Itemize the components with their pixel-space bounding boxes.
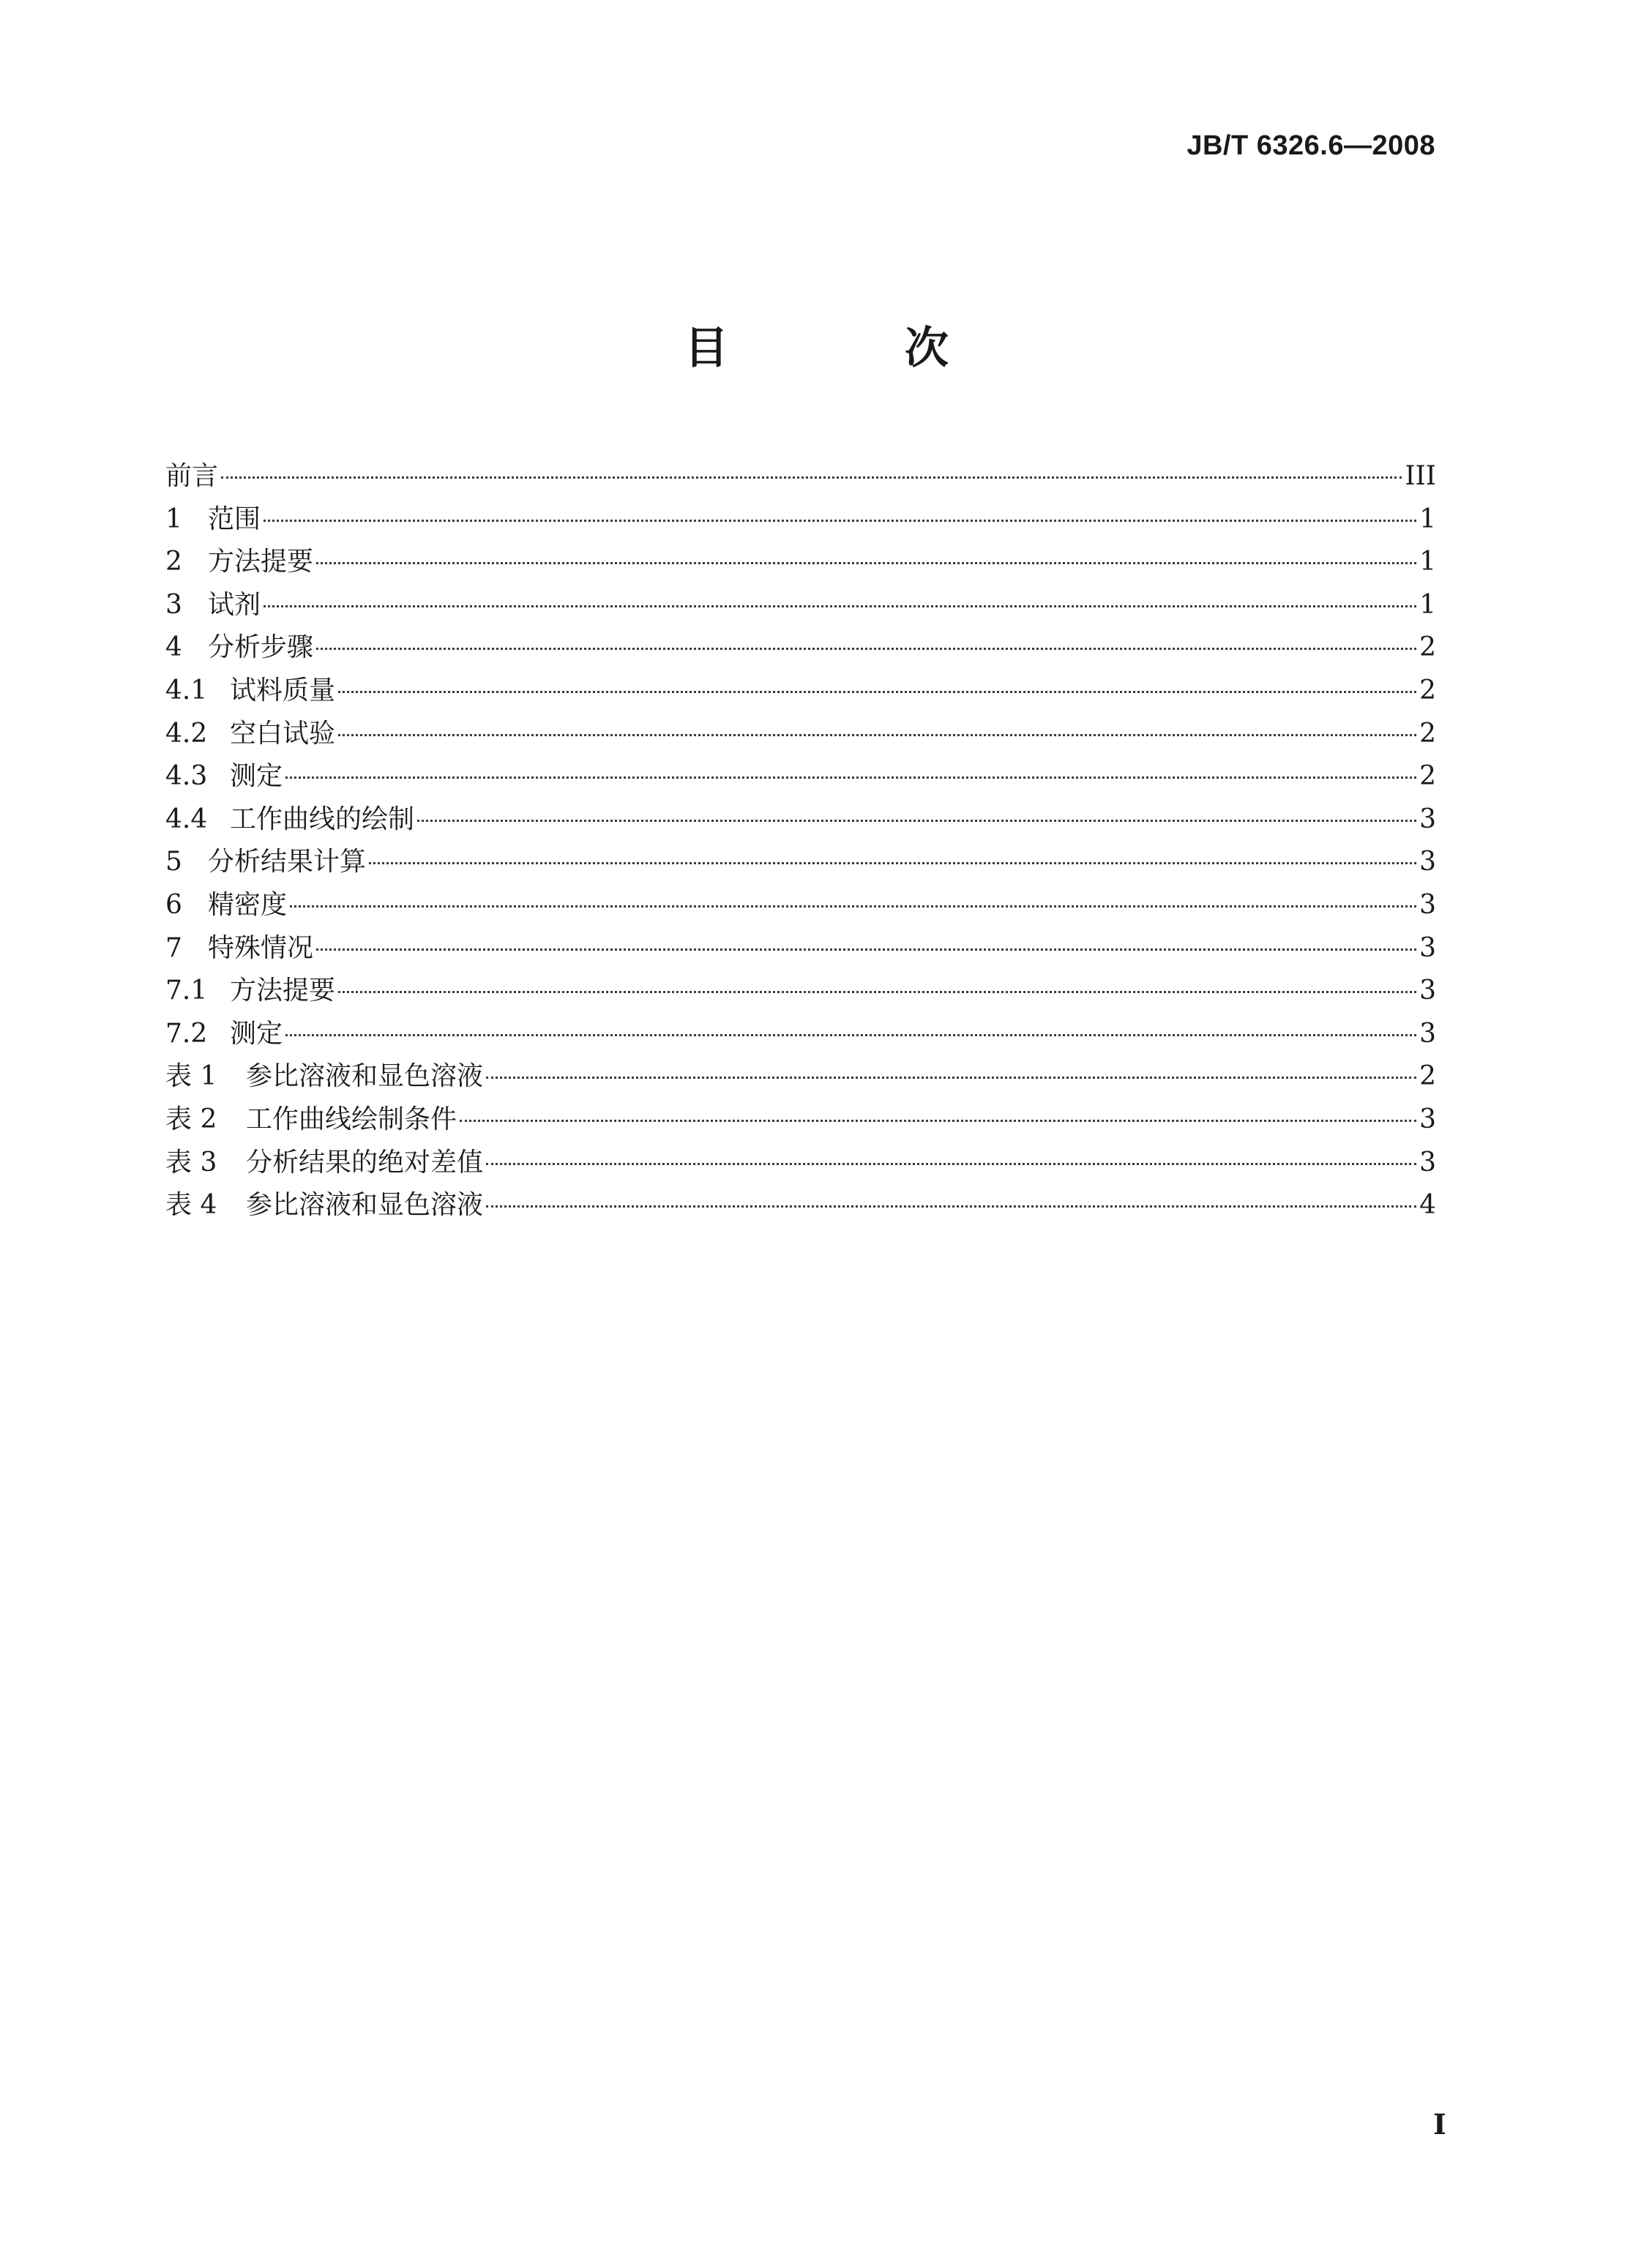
toc-entry-page: 3 [1419, 1147, 1436, 1178]
toc-entry-page: 3 [1419, 889, 1436, 920]
toc-entry-page: 2 [1419, 761, 1436, 792]
toc-entry-number: 4.1 [165, 675, 208, 706]
toc-entry-label: 试剂 [208, 589, 261, 620]
toc-entry-page: 1 [1419, 504, 1436, 534]
toc-entry-number: 4.2 [165, 718, 208, 749]
toc-entry[interactable] [165, 884, 1436, 927]
dot-leader [486, 1163, 1416, 1165]
toc-entry-page: 2 [1419, 718, 1436, 749]
dot-leader [338, 734, 1416, 736]
toc-entry[interactable] [165, 1099, 1436, 1142]
toc-entry[interactable] [165, 498, 1436, 542]
toc-title: 目 次 [684, 323, 1029, 374]
toc-entry[interactable] [165, 841, 1436, 884]
toc-entry-label: 空白试验 [230, 718, 336, 749]
toc-entry-number: 6 [165, 889, 182, 920]
dot-leader [460, 1120, 1416, 1122]
dot-leader [369, 862, 1416, 864]
toc-entry[interactable] [165, 1184, 1436, 1227]
toc-entry-page: 3 [1419, 932, 1436, 963]
toc-entry-number: 5 [165, 847, 182, 877]
dot-leader [486, 1205, 1416, 1208]
toc-entry-number: 3 [165, 589, 182, 620]
toc-entry[interactable] [165, 798, 1436, 842]
toc-entry-label: 精密度 [208, 889, 288, 920]
dot-leader [316, 948, 1416, 951]
dot-leader [316, 648, 1416, 650]
toc-entry[interactable] [165, 927, 1436, 970]
toc-entry[interactable] [165, 1013, 1436, 1056]
toc-entry[interactable] [165, 584, 1436, 627]
dot-leader [264, 520, 1416, 522]
dot-leader [290, 905, 1416, 907]
toc-entry-number: 表 3 [165, 1147, 217, 1178]
toc-entry-page: 2 [1419, 1061, 1436, 1092]
toc-entry[interactable] [165, 1055, 1436, 1099]
toc-entry-label: 分析结果的绝对差值 [246, 1147, 484, 1178]
toc-entry-label: 分析步骤 [208, 632, 314, 663]
toc-entry[interactable] [165, 970, 1436, 1013]
toc-entry-label: 特殊情况 [208, 932, 314, 963]
toc-entry[interactable] [165, 670, 1436, 713]
dot-leader [285, 776, 1416, 779]
toc-entry-page: 1 [1419, 547, 1436, 577]
toc-entry-page: 3 [1419, 1018, 1436, 1049]
toc-entry-number: 表 1 [165, 1061, 217, 1092]
toc-entry-label: 试料质量 [230, 675, 336, 706]
dot-leader [486, 1077, 1416, 1079]
toc-entry-page: 2 [1419, 675, 1436, 706]
toc-entry-label: 测定 [230, 761, 283, 792]
toc-entry-label: 参比溶液和显色溶液 [246, 1061, 484, 1092]
toc-entry-page: 3 [1419, 804, 1436, 834]
dot-leader [338, 991, 1416, 993]
toc-entry-label: 分析结果计算 [208, 847, 367, 877]
toc-entry[interactable] [165, 626, 1436, 670]
toc-entry-label: 范围 [208, 504, 261, 534]
toc-entry-number: 4.3 [165, 761, 208, 792]
dot-leader [221, 476, 1402, 479]
toc-entry-page: 3 [1419, 1104, 1436, 1134]
toc-entry-label: 方法提要 [208, 547, 314, 577]
dot-leader [264, 605, 1416, 607]
toc-entry[interactable] [165, 1142, 1436, 1185]
toc-entry-number: 4 [165, 632, 182, 663]
toc-entry[interactable] [165, 713, 1436, 756]
toc-entry-label: 工作曲线的绘制 [230, 804, 415, 834]
page-number: I [1433, 2108, 1446, 2141]
toc-entry-number: 7.1 [165, 976, 208, 1006]
toc-entry[interactable] [165, 755, 1436, 798]
document-code: JB/T 6326.6—2008 [1187, 130, 1435, 161]
toc-entry-label: 测定 [230, 1018, 283, 1049]
toc-entry-number: 2 [165, 547, 182, 577]
toc-entry-number: 7 [165, 932, 182, 963]
dot-leader [338, 691, 1416, 693]
toc-entry-label: 参比溶液和显色溶液 [246, 1190, 484, 1221]
toc-entry-page: III [1405, 461, 1436, 491]
toc-entry-number: 表 2 [165, 1104, 217, 1134]
toc-entry-page: 4 [1419, 1190, 1436, 1221]
toc-entry-number: 表 4 [165, 1190, 217, 1221]
toc-list [165, 455, 1436, 1227]
toc-entry-number: 4.4 [165, 804, 208, 834]
toc-entry-number: 7.2 [165, 1018, 208, 1049]
toc-entry-page: 2 [1419, 632, 1436, 663]
toc-entry-page: 3 [1419, 847, 1436, 877]
toc-entry-label: 方法提要 [230, 976, 336, 1006]
dot-leader [285, 1034, 1416, 1036]
toc-entry-page: 3 [1419, 976, 1436, 1006]
toc-entry[interactable] [165, 455, 1436, 498]
toc-entry-label: 工作曲线绘制条件 [246, 1104, 457, 1134]
toc-entry-label: 前言 [165, 461, 219, 491]
toc-entry-page: 1 [1419, 589, 1436, 620]
dot-leader [316, 562, 1416, 564]
dot-leader [417, 820, 1416, 822]
toc-entry[interactable] [165, 541, 1436, 584]
toc-entry-number: 1 [165, 504, 182, 534]
